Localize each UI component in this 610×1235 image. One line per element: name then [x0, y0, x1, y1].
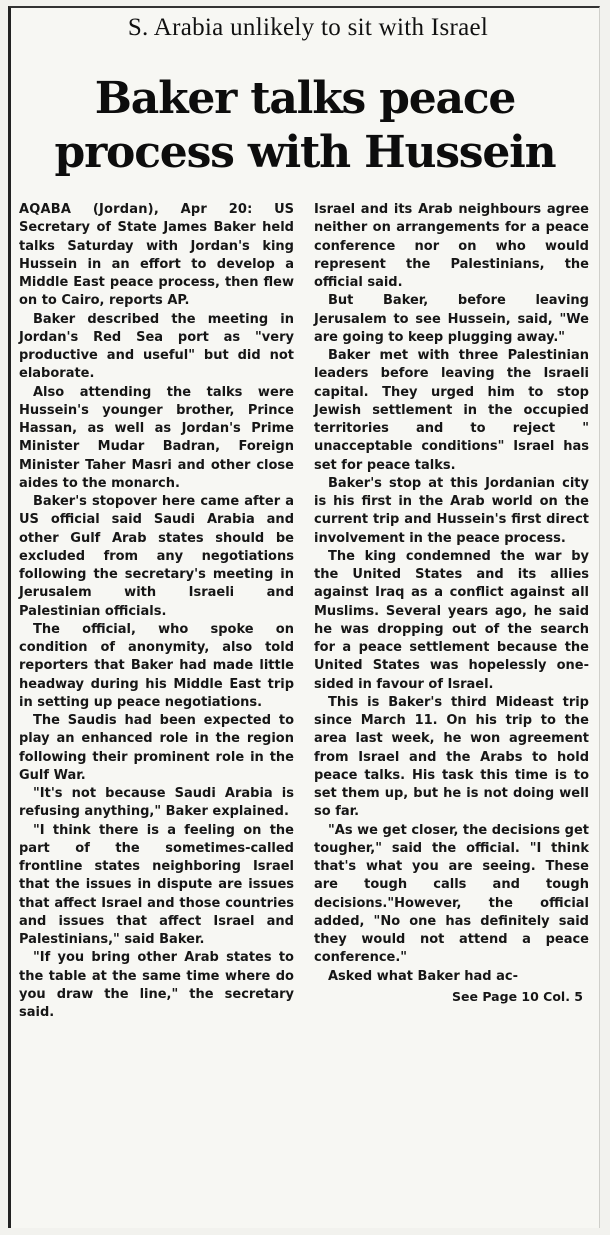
- paragraph: But Baker, before leaving Jerusalem to see Hussein, said, "We are going to keep plugging away.": [314, 293, 589, 345]
- paragraph: The official, who spoke on condition of anonymity, also told reporters that Baker had made little headway during his Middle East trip in setting up peace negotiations.: [19, 621, 294, 710]
- paragraph: Baker's stopover here came after a US official said Saudi Arabia and other Gulf Arab states should be excluded from any negotiations following the secretary's meeting in Jerusalem with Israeli and Palestinian officials.: [19, 494, 294, 619]
- paragraph: "As we get closer, the decisions get tougher," said the official. "I think that's what you are seeing. These are tough calls and tough decisions."However, the official added, "No one has definitely said they would not attend a peace conference.": [314, 822, 590, 966]
- paragraph: Baker described the meeting in Jordan's Red Sea port as "very productive and useful" but did not elaborate.: [19, 311, 294, 382]
- paragraph: "I think there is a feeling on the part of the sometimes-called frontline states neighboring Israel that the issues in dispute are issues that affect Israel and those countries and issues that affect Israel and Palestinians," said Baker.: [19, 822, 294, 947]
- headline-line-1: Baker talks peace: [94, 73, 516, 124]
- paragraph-continued: Israel and its Arab neighbours agree neither on arrangements for a peace conference nor on who would represent the Palestinians, the official said.: [314, 202, 589, 290]
- newspaper-clipping: [8, 6, 600, 1228]
- headline-line-2: process with Hussein: [54, 127, 556, 178]
- paragraph: "It's not because Saudi Arabia is refusing anything," Baker explained.: [19, 786, 294, 820]
- kicker-headline: S. Arabia unlikely to sit with Israel: [127, 14, 489, 41]
- main-headline: [11, 72, 599, 180]
- column-2: [314, 201, 589, 1022]
- jump-reference: See Page 10 Col. 5: [452, 988, 583, 1004]
- paragraph: "If you bring other Arab states to the table at the same time where do you draw the line," the secretary said.: [19, 950, 294, 1020]
- article-body: [19, 201, 589, 1022]
- paragraph: Baker's stop at this Jordanian city is his first in the Arab world on the current trip and Hussein's first direct involvement in the peace process.: [314, 475, 589, 546]
- paragraph: The king condemned the war by the United States and its allies against Iraq as a conflict against all Muslims. Several years ago, he said he was dropping out of the search for a peace settlement because the United States was hopelessly one-sided in favour of Israel.: [314, 548, 589, 692]
- paragraph: The Saudis had been expected to play an enhanced role in the region following their prominent role in the Gulf War.: [19, 713, 294, 783]
- paragraph: Also attending the talks were Hussein's younger brother, Prince Hassan, as well as Jordan's Prime Minister Mudar Badran, Foreign Minister Taher Masri and other close aides to the monarch.: [19, 384, 294, 491]
- paragraph: Asked what Baker had ac-: [328, 968, 518, 984]
- paragraph: [19, 201, 294, 311]
- column-1: [19, 201, 294, 1022]
- paragraph: This is Baker's third Mideast trip since March 11. On his trip to the area last week, he won agreement from Israel and the Arabs to hold peace talks. His task this time is to set them up, but he is not doing well so far.: [314, 694, 589, 820]
- lead-text: US Secretary of State James Baker held talks Saturday with Jordan's king Hussein in an effort to develop a Middle East peace process, then flew on to Cairo, reports AP.: [19, 202, 294, 309]
- paragraph: Baker met with three Palestinian leaders before leaving the Israeli capital. They urged him to stop Jewish settlement in the occupied territories and to reject " unacceptable conditions" Israel has set for peace talks.: [314, 348, 589, 473]
- dateline: AQABA (Jordan), Apr 20:: [19, 202, 253, 217]
